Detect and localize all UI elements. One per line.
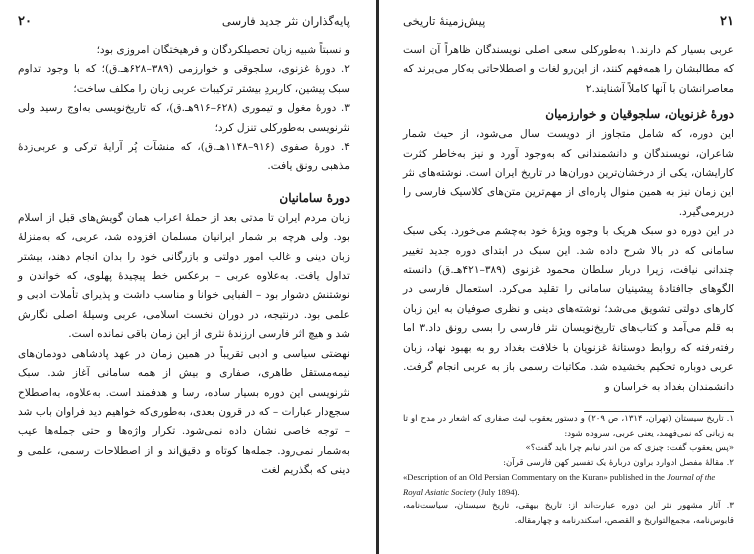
footnote-1: ۱. تاریخ سیستان (تهران، ۱۳۱۴، ص ۲۰۹) و دستور یعقوب لیث صفاری که اشعار در مدح او تا به‌ زبانی که نمی‌فهمد، یعنی عربی، سروده شود: [403,413,734,439]
left-paragraph-2: نهضتی سیاسی و ادبی تقریباً در همین زمان در عهد پادشاهی دودمان‌های نیمه‌مستقل طاهری، صفاری و بیش از همه سامانی آغاز شد. سبک نثرنویسی این دوره بسیار ساده، رسا و هدفمند است. به‌علاوه، به‌اصطلاح سجع‌دار عبارات – که در قرون بعدی، به‌طوری‌که خواهیم دید فراوان باب شد – توجه خاصی نشان داده نمی‌شود. تکرار واژه‌ها و حتی جمله‌ها عیب به‌شمار نمی‌رود. جمله‌ها کوتاه و دقیق‌اند و از اصطلاحات رسمی، علمی و دینی که بگذریم لغت [18,347,350,477]
period-list-item-4: ۴. دورهٔ صفوی (۹۱۶–۱۱۴۸هـ.ق)، که منشآت پُر آرایهٔ ترکی و عربی‌زدهٔ مذهبی رونق یافت. [18,141,350,173]
left-running-head [18,14,350,29]
right-page [381,0,754,554]
right-running-head [403,14,734,29]
period-list-item-2: ۲. دورهٔ غزنوی، سلجوقی و خوارزمی (۳۸۹–۶۲۸هـ.ق)؛ که با وجود تداوم سبک پیشین، کاربردِ بیشتر ترکیبات عربی زبان را مکلف ساخت؛ [18,63,350,95]
right-paragraph-1: این دوره، که شامل متجاوز از دویست سال می‌شود، از حیث شمار شاعران، نویسندگان و دانشمندانی که به‌وجود آورد و نیز به‌خاطر کثرت کارایشان، یکی از درخشان‌ترین دوران‌ها در تاریخ ایران است. نوشته‌های نثر این زمان نیز به همین منوال پاره‌ای از مهم‌ترین متن‌های کلاسیک فارسی را دربرمی‌گیرد. [403,128,734,218]
left-running-title: پایه‌گذاران نثر جدید فارسی [221,14,350,28]
period-list-item-3: ۳. دورهٔ مغول و تیموری (۶۲۸–۹۱۶هـ.ق)، که تاریخ‌نویسی به‌اوج رسید ولی نثرنویسی به‌طورکلی تنزل کرد؛ [18,102,350,134]
left-page [0,0,374,554]
footnote-2: ۲. مقالهٔ مفصل ادوارد براون دربارهٔ یک تفسیر کهن فارسی قرآن: [503,457,734,468]
footnote-journal-date: (July 1894). [478,486,520,497]
right-running-title: پیش‌زمینهٔ تاریخی [403,14,486,28]
footnote-2-english [403,470,734,499]
left-paragraph-1: زبان مردم ایران تا مدتی بعد از حملهٔ اعراب همان گویش‌های قبل از اسلام بود. ولی هرچه بر شمار ایرانیان مسلمان افزوده شد، عربی، که به‌منزلهٔ زبان دینی و غالب امور دولتی و بازرگانی خود را بدان انجام دهند، بیشتر تداول یافت. به‌علاوه عربی – برعکس خط پیچیدهٔ پهلوی، که خواندن و نوشتنش دشوار بود – الفبایی خوانا و مناسب داشت و پذیرای تأملات ادبی و علمی بود. درنتیجه، در دوران نخست اسلامی، عربی وسیلهٔ اصلی نگارش شد و هیچ اثر فارسی ارزندهٔ نثری از این زمان باقی نمانده است. [18,211,350,341]
section-heading-ghaznavid: دورهٔ غزنویان، سلجوقیان و خوارزمیان [545,107,734,122]
book-gutter [376,0,379,554]
footnote-journal-title: Journal of the Royal Asiatic Society [403,472,716,497]
right-paragraph-2: در این دوره دو سبک هریک با وجوه ویژهٔ خود به‌چشم می‌خورد. یکی سبک سامانی که در بالا شرح داده شد. این سبک در ابتدای دوره جدید تغییر چندانی نیافت، زیرا دربار سلطان محمود غزنوی (۳۸۹–۴۲۱هـ.ق) دانسته الگوهای جاافتادهٔ پیشینیان سامانی را تقلید می‌کرد. استعمال فارسی در کارهای دولتی تشویق می‌شد؛ نوشته‌های دینی و نظری صوفیان به این زبان به قلم می‌آمد و کتاب‌های تاریخ‌نویسان نثر فارسی را بسی رونق داد.۳ اما رفته‌رفته که روابط دوستانهٔ غزنویان با خلافت بغداد رو به بهبود نهاد، زبان عربی دوباره تحکیم بخشیده شد. مکاتبات رسمی باز به عربی انجام گرفت. دانشمندان بغداد به خراسان و [403,225,734,393]
left-page-number: ۲۰ [18,14,32,29]
footnote-3: ۳. آثار مشهور نثر این دوره عبارت‌اند از: تاریخ بیهقی، تاریخ سیستان، سیاست‌نامه، قابوس‌نامه، مجمع‌التواریخ و القصص، اسکندرنامه و چهارمقاله. [403,501,734,527]
left-intro-line: و نسبتاً شبیه زبان تحصیلکردگان و فرهیختگان امروزی بود؛ [96,44,350,56]
footnote-1-quote: «پس یعقوب گفت: چیزی که من اندر نیابم چرا باید گفت؟» [525,443,734,454]
right-page-number: ۲۱ [720,14,734,29]
section-heading-samanid: دورهٔ سامانیان [279,190,350,205]
right-paragraph-0: عربی بسیار کم دارند.۱ به‌طورکلی سعی اصلی نویسندگان ظاهراً آن است که مطالبشان را همه‌فهم کنند، از این‌رو لغات و اصطلاحاتی به‌کار می‌برند که معاصرانشان با آنها کاملاً آشنایند.۲ [403,44,734,95]
footnote-english-text: «Description of an Old Persian Commentary on the Kuran» published in the [403,472,665,483]
footnotes-section [403,411,734,529]
